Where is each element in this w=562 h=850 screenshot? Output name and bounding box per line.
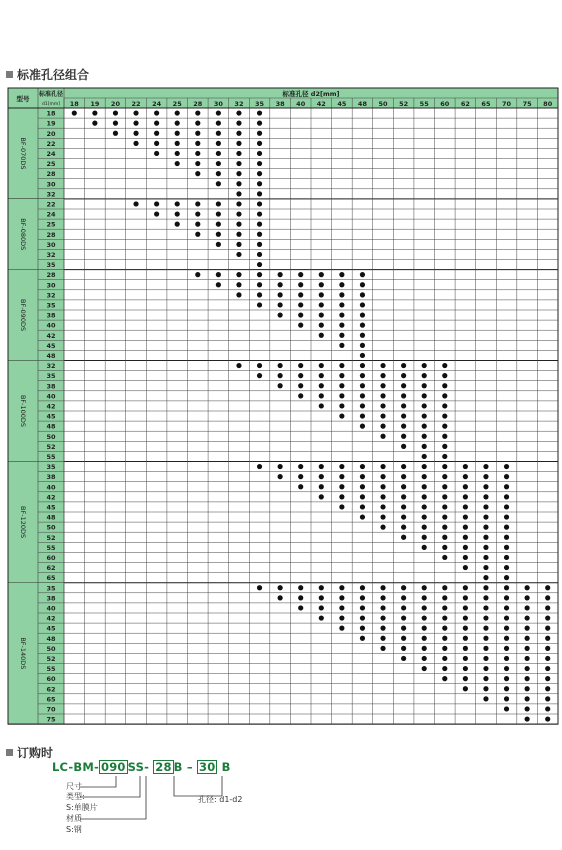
model-name: BF-100DS (19, 394, 27, 428)
row-d1: 52 (46, 655, 56, 663)
col-header-d2: 30 (213, 100, 223, 108)
model-name: BF-080DS (19, 218, 27, 251)
row-d1: 28 (46, 271, 56, 280)
row-d1: 38 (46, 311, 56, 320)
row-d1: 65 (46, 574, 56, 583)
section-title-text: 订购时 (17, 746, 54, 760)
col-header-d2: 45 (337, 100, 347, 108)
section-title-text: 标准孔径组合 (17, 68, 90, 82)
row-d1: 62 (46, 564, 56, 573)
row-d1: 20 (46, 129, 56, 138)
row-d1: 52 (46, 533, 56, 542)
col-header-d2: 24 (152, 100, 162, 108)
row-d1: 45 (46, 412, 56, 421)
row-d1: 40 (46, 392, 56, 401)
row-d1: 28 (46, 170, 56, 179)
row-d1: 60 (46, 675, 56, 684)
row-d1: 50 (46, 432, 56, 441)
row-d1: 52 (46, 442, 56, 451)
row-d1: 48 (46, 422, 56, 431)
row-d1: 62 (46, 685, 56, 694)
row-d1: 42 (46, 402, 56, 411)
col-header-d2: 22 (131, 100, 141, 108)
model-name: BF-120DS (19, 506, 27, 539)
col-header-d2: 50 (378, 100, 388, 108)
row-d1: 45 (46, 624, 56, 633)
row-d1: 55 (46, 665, 56, 674)
order-dash: – (186, 760, 193, 774)
col-header-d2: 70 (502, 100, 512, 108)
col-header-d2: 38 (275, 100, 285, 108)
model-name: BF-140DS (19, 637, 27, 670)
row-d1: 38 (46, 473, 56, 482)
order-b1: B (173, 760, 183, 774)
col-header-d2: 48 (357, 100, 367, 108)
row-d1: 48 (46, 634, 56, 643)
row-d1: 55 (46, 453, 56, 461)
row-d1: 30 (46, 180, 56, 189)
label-material: 材质 (66, 814, 82, 823)
col-header-d2: 40 (296, 100, 306, 108)
leader-type (80, 776, 140, 797)
row-d1: 55 (46, 543, 56, 552)
row-d1: 40 (46, 604, 56, 613)
row-d1: 35 (46, 584, 56, 593)
col-header-d2: 25 (172, 100, 182, 108)
order-d1-box: 28 (155, 760, 172, 774)
leader-size (80, 776, 116, 787)
row-d1: 32 (46, 251, 56, 259)
col-header-d2: 20 (110, 100, 120, 108)
col-header-d2: 52 (399, 100, 409, 108)
row-d1: 24 (46, 150, 56, 158)
order-prefix: LC-BM- (52, 760, 99, 774)
header-d1: d1[mm] (42, 102, 60, 107)
col-header-d2: 55 (419, 100, 429, 108)
row-d1: 45 (46, 341, 56, 350)
order-dash: - (144, 760, 150, 774)
row-d1: 65 (46, 695, 56, 704)
label-bore: 孔径: d1-d2 (198, 795, 243, 804)
col-header-d2: 35 (255, 100, 265, 108)
col-header-d2: 62 (460, 100, 470, 108)
row-d1: 22 (46, 200, 56, 209)
row-d1: 45 (46, 503, 56, 512)
row-d1: 48 (46, 352, 56, 360)
label-type: 类型: (66, 792, 85, 801)
row-d1: 40 (46, 321, 56, 330)
row-d1: 35 (46, 301, 56, 310)
row-d1: 28 (46, 230, 56, 239)
col-header-d2: 75 (522, 100, 532, 108)
col-header-d2: 19 (90, 100, 100, 108)
model-name: BF-070DS (19, 137, 27, 170)
row-d1: 42 (46, 614, 56, 623)
row-d1: 42 (46, 331, 56, 340)
row-d1: 30 (46, 281, 56, 290)
order-d2-box: 30 (199, 760, 216, 774)
row-d1: 32 (46, 362, 56, 371)
row-d1: 38 (46, 594, 56, 603)
row-d1: 50 (46, 644, 56, 653)
row-d1: 40 (46, 483, 56, 492)
row-d1: 48 (46, 513, 56, 522)
col-header-d2: 28 (193, 100, 203, 108)
row-d1: 42 (46, 493, 56, 502)
row-d1: 19 (46, 119, 56, 128)
row-d1: 38 (46, 382, 56, 391)
row-d1: 25 (46, 220, 56, 229)
row-d1: 35 (46, 261, 56, 270)
order-b2: B (221, 760, 231, 774)
model-name: BF-090DS (19, 299, 27, 332)
row-d1: 70 (46, 705, 56, 714)
col-header-d2: 32 (234, 100, 244, 108)
leader-bore (174, 776, 222, 796)
col-header-d2: 18 (69, 100, 79, 108)
header-model: 型号 (16, 95, 30, 103)
order-size-box: 090 (101, 760, 126, 774)
row-d1: 22 (46, 139, 56, 148)
order-type-material: SS (127, 760, 145, 774)
header-d2: 标准孔径 d2[mm] (282, 90, 340, 98)
row-d1: 32 (46, 190, 56, 199)
label-type-value: S:单膜片 (66, 803, 98, 812)
label-material-value: S:钢 (66, 825, 82, 834)
row-d1: 75 (46, 715, 56, 724)
row-d1: 60 (46, 554, 56, 562)
header-std: 标准孔径 (38, 91, 64, 98)
row-d1: 30 (46, 240, 56, 249)
row-d1: 50 (46, 523, 56, 532)
row-d1: 32 (46, 291, 56, 300)
col-header-d2: 80 (543, 100, 553, 108)
row-d1: 24 (46, 210, 56, 219)
col-header-d2: 60 (440, 100, 450, 108)
row-d1: 25 (46, 160, 56, 169)
row-d1: 35 (46, 463, 56, 472)
label-size: 尺寸 (66, 782, 82, 791)
col-header-d2: 42 (316, 100, 326, 108)
row-d1: 18 (46, 109, 56, 118)
row-d1: 35 (46, 372, 56, 381)
col-header-d2: 65 (481, 100, 491, 108)
